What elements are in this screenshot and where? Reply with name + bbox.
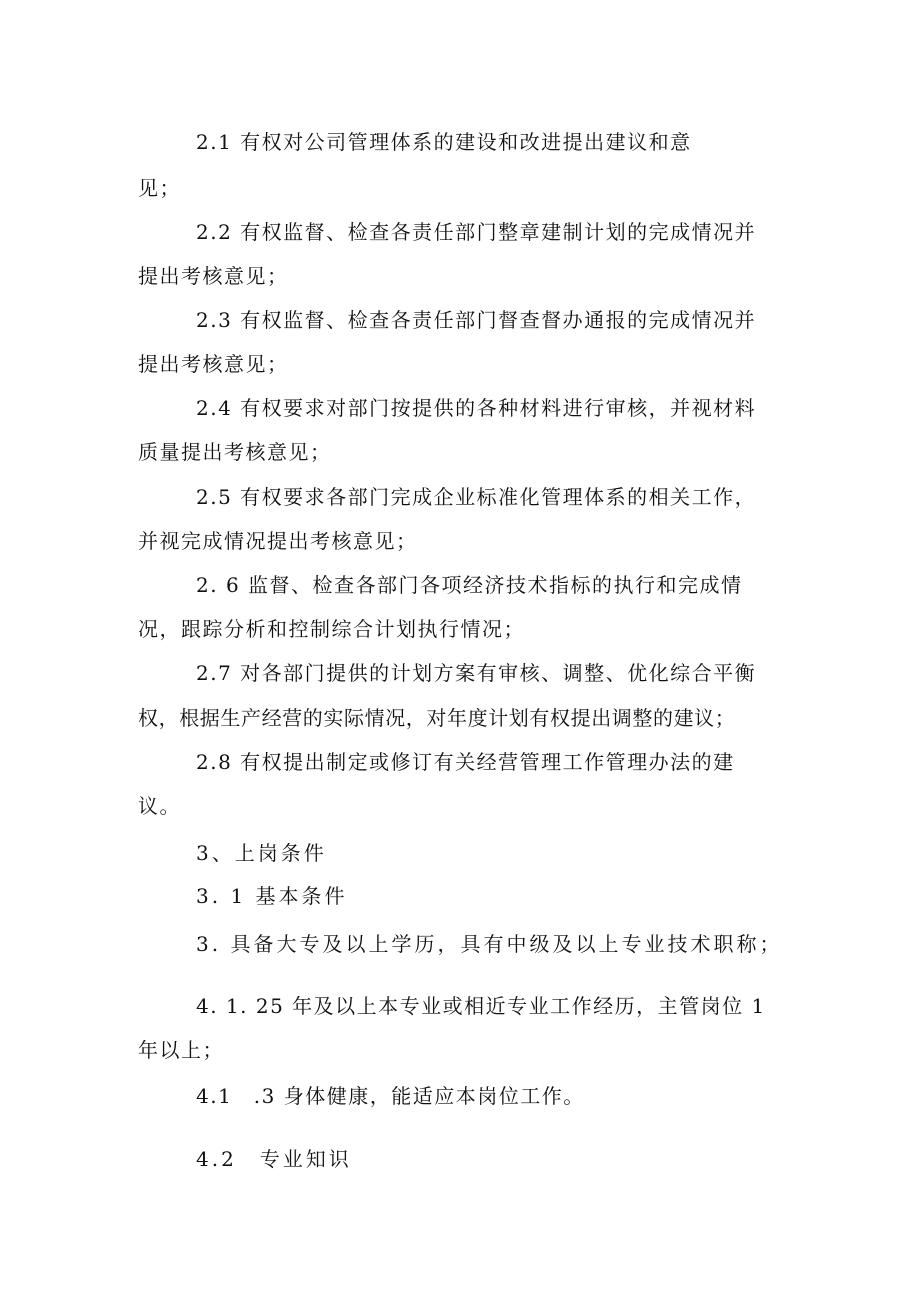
para-2-4-line-1: 2.4 有权要求对部门按提供的各种材料进行审核，并视材料	[196, 396, 757, 420]
para-4-1-line-1: 4. 1. 25 年及以上本专业或相近专业工作经历，主管岗位 1	[196, 994, 766, 1018]
para-2-1-line-2: 见；	[138, 176, 181, 200]
para-2-2-line-2: 提出考核意见；	[138, 264, 289, 288]
para-2-6-line-2: 况，跟踪分析和控制综合计划执行情况；	[138, 617, 525, 641]
para-2-7-line-1: 2.7 对各部门提供的计划方案有审核、调整、优化综合平衡	[196, 661, 757, 685]
para-3-condition: 3. 具备大专及以上学历，具有中级及以上专业技术职称；	[196, 932, 783, 956]
para-2-8-line-1: 2.8 有权提出制定或修订有关经营管理工作管理办法的建	[196, 750, 735, 774]
para-4-2-heading: 4.2 专业知识	[196, 1147, 352, 1171]
para-2-3-line-2: 提出考核意见；	[138, 352, 289, 376]
para-2-8-line-2: 议。	[138, 794, 181, 818]
para-2-3-line-1: 2.3 有权监督、检查各责任部门督查督办通报的完成情况并	[196, 308, 757, 332]
para-2-1-line-1: 2.1 有权对公司管理体系的建设和改进提出建议和意	[196, 130, 692, 154]
section-3-1-heading: 3. 1 基本条件	[196, 884, 348, 908]
para-2-4-line-2: 质量提出考核意见；	[138, 440, 332, 464]
para-2-2-line-1: 2.2 有权监督、检查各责任部门整章建制计划的完成情况并	[196, 220, 757, 244]
section-3-heading: 3、上岗条件	[196, 841, 327, 865]
para-4-1-3: 4.1 .3 身体健康，能适应本岗位工作。	[196, 1084, 585, 1108]
para-2-5-line-2: 并视完成情况提出考核意见；	[138, 529, 418, 553]
para-2-6-line-1: 2. 6 监督、检查各部门各项经济技术指标的执行和完成情	[196, 573, 743, 597]
para-4-1-line-2: 年以上；	[138, 1038, 224, 1062]
para-2-7-line-2: 权，根据生产经营的实际情况，对年度计划有权提出调整的建议；	[138, 706, 736, 730]
para-2-5-line-1: 2.5 有权要求各部门完成企业标准化管理体系的相关工作，	[196, 485, 757, 509]
